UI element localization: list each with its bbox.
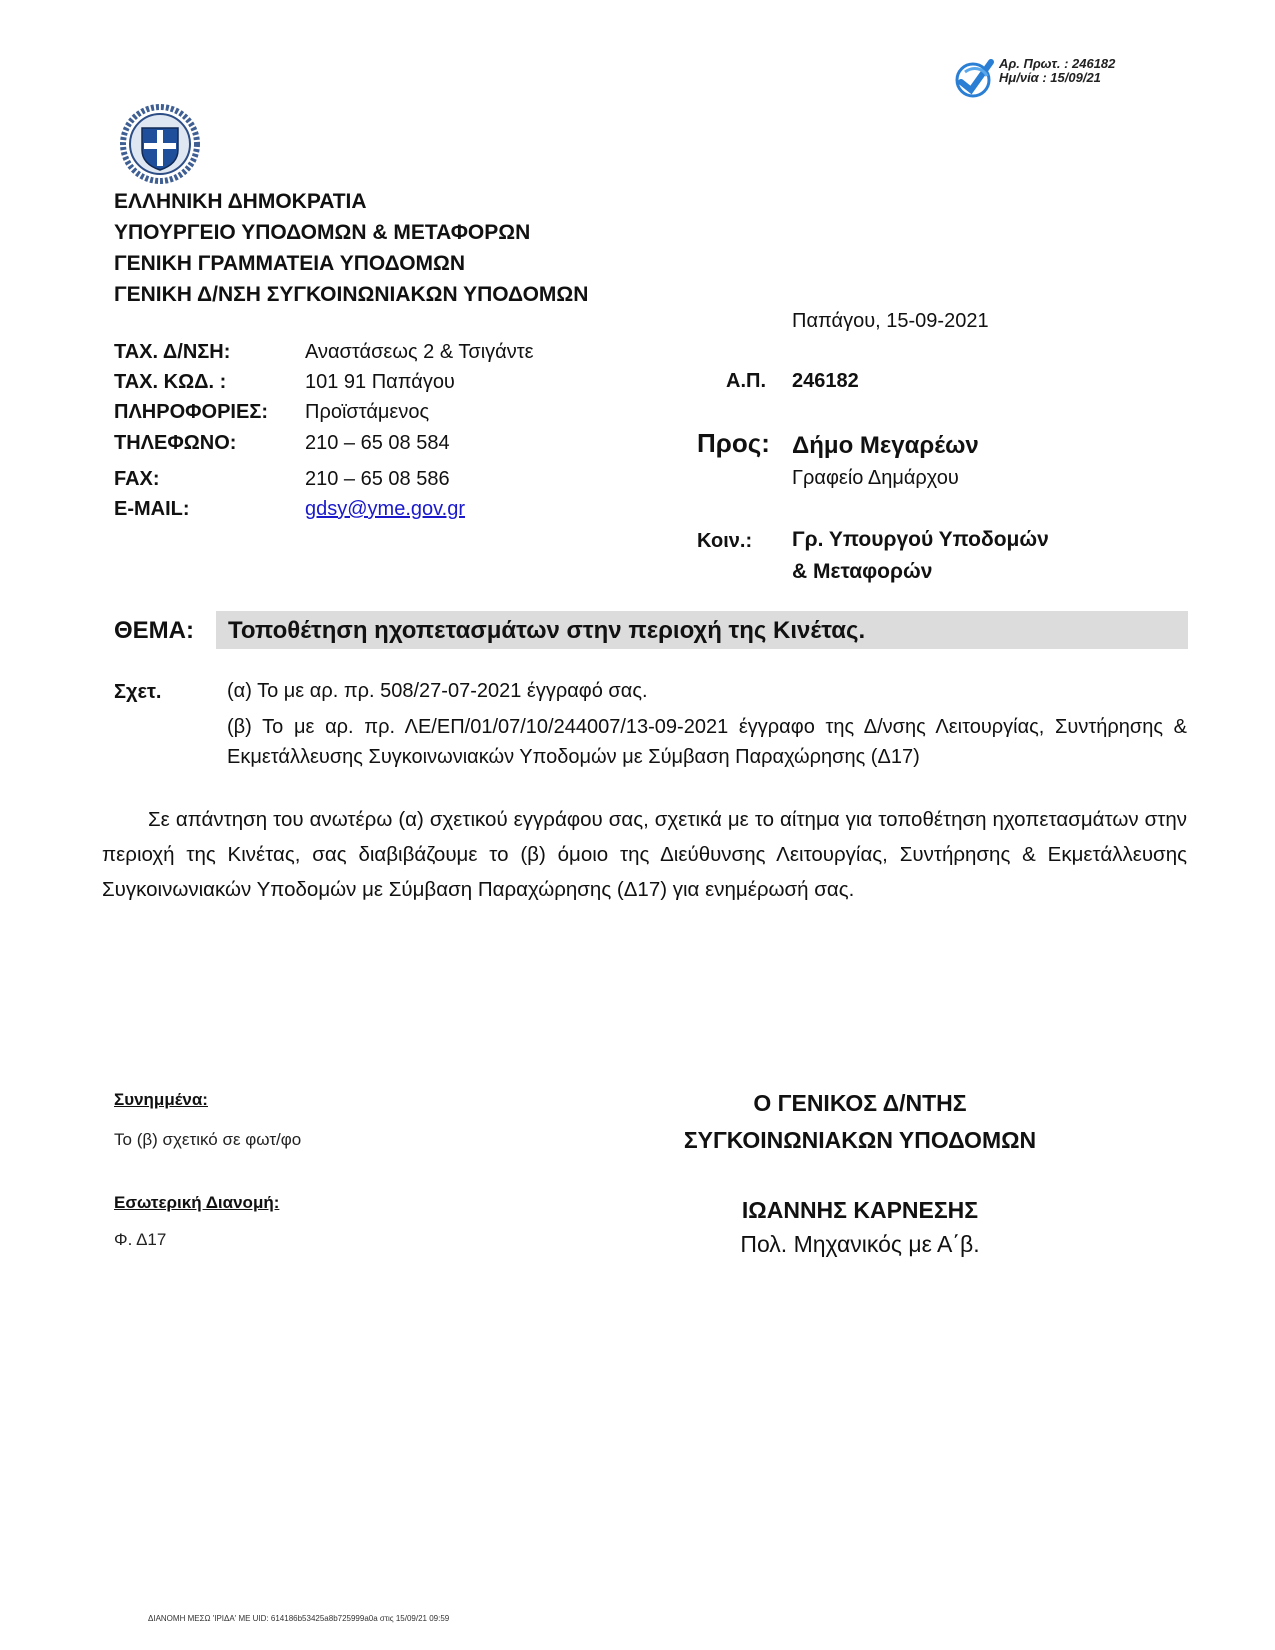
protocol-number: 246182 bbox=[792, 370, 859, 392]
signatory-title-line: Ο ΓΕΝΙΚΟΣ Δ/ΝΤΗΣ bbox=[753, 1090, 967, 1116]
recipient-office: Γραφείο Δημάρχου bbox=[792, 467, 959, 489]
signatory-role: Πολ. Μηχανικός με Α΄β. bbox=[740, 1231, 980, 1257]
address-label: ΤΑΧ. Δ/ΝΣΗ: bbox=[114, 341, 231, 363]
postcode-label: ΤΑΧ. ΚΩΔ. : bbox=[114, 371, 227, 393]
signatory-title bbox=[610, 1085, 1110, 1159]
stamp-protocol-number: Αρ. Πρωτ. : 246182 bbox=[999, 56, 1116, 71]
protocol-stamp bbox=[999, 57, 1115, 85]
cc-recipient bbox=[792, 524, 1049, 588]
signatory-name: ΙΩΑΝΝΗΣ ΚΑΡΝΕΣΗΣ bbox=[741, 1197, 979, 1223]
header-line: ΓΕΝΙΚΗ Δ/ΝΣΗ ΣΥΓΚΟΙΝΩΝΙΑΚΩΝ ΥΠΟΔΟΜΩΝ bbox=[114, 283, 589, 306]
internal-distribution-label: Εσωτερική Διανομή: bbox=[114, 1193, 280, 1212]
info-value: Προϊστάμενος bbox=[305, 401, 430, 423]
phone-value: 210 – 65 08 584 bbox=[305, 432, 450, 454]
recipient-label: Προς: bbox=[697, 428, 770, 458]
fax-value: 210 – 65 08 586 bbox=[305, 468, 450, 490]
email-label: E-MAIL: bbox=[114, 498, 190, 520]
info-label: ΠΛΗΡΟΦΟΡΙΕΣ: bbox=[114, 401, 268, 423]
cc-line: Γρ. Υπουργού Υποδομών bbox=[792, 528, 1049, 551]
document-date: Παπάγου, 15-09-2021 bbox=[792, 310, 989, 332]
internal-distribution-value: Φ. Δ17 bbox=[114, 1230, 167, 1249]
references-label: Σχετ. bbox=[114, 681, 162, 703]
iris-protocol-logo-icon bbox=[955, 56, 995, 100]
attachments-label: Συνημμένα: bbox=[114, 1090, 208, 1109]
phone-label: ΤΗΛΕΦΩΝΟ: bbox=[114, 432, 237, 454]
ministry-header bbox=[114, 186, 588, 310]
body-paragraph: Σε απάντηση του ανωτέρω (α) σχετικού εγγράφου σας, σχετικά με το αίτημα για τοποθέτηση ηχοπετασμάτων στην περιοχή της Κινέτας, σας διαβιβάζουμε το (β) όμοιο της Διεύθυνσης Λειτουργίας, Συντήρησης & Εκμετάλλευσης Συγκοινωνιακών Υποδομών με Σύμβαση Παραχώρησης (Δ17) για ενημέρωσή σας. bbox=[102, 808, 1187, 901]
cc-label: Κοιν.: bbox=[697, 530, 753, 552]
email-link[interactable]: gdsy@yme.gov.gr bbox=[305, 498, 465, 520]
header-line: ΓΕΝΙΚΗ ΓΡΑΜΜΑΤΕΙΑ ΥΠΟΔΟΜΩΝ bbox=[114, 252, 466, 275]
fax-label: FAX: bbox=[114, 468, 160, 490]
signatory-title-line: ΣΥΓΚΟΙΝΩΝΙΑΚΩΝ ΥΠΟΔΟΜΩΝ bbox=[683, 1127, 1037, 1153]
address-value: Αναστάσεως 2 & Τσιγάντε bbox=[305, 341, 534, 363]
protocol-number-label: Α.Π. bbox=[726, 370, 766, 392]
header-line: ΥΠΟΥΡΓΕΙΟ ΥΠΟΔΟΜΩΝ & ΜΕΤΑΦΟΡΩΝ bbox=[114, 221, 531, 244]
cc-line: & Μεταφορών bbox=[792, 560, 933, 583]
postcode-value: 101 91 Παπάγου bbox=[305, 371, 455, 393]
attachments-value: Το (β) σχετικό σε φωτ/φο bbox=[114, 1130, 302, 1149]
distribution-footer: ΔΙΑΝΟΜΗ ΜΕΣΩ 'ΙΡΙΔΑ' ΜΕ UID: 614186b53425a8b725999a0a στις 15/09/21 09:59 bbox=[148, 1614, 450, 1623]
reference-b: (β) Το με αρ. πρ. ΛΕ/ΕΠ/01/07/10/244007/13-09-2021 έγγραφο της Δ/νσης Λειτουργίας, Συντήρησης & Εκμετάλλευσης Συγκοινωνιακών Υποδομών με Σύμβαση Παραχώρησης (Δ17) bbox=[227, 716, 1187, 768]
subject-text: Τοποθέτηση ηχοπετασμάτων στην περιοχή της Κινέτας. bbox=[228, 617, 866, 644]
subject-label: ΘΕΜΑ: bbox=[114, 617, 194, 644]
coat-of-arms-icon bbox=[120, 104, 200, 184]
recipient-name: Δήμο Μεγαρέων bbox=[792, 432, 979, 459]
reference-a: (α) Το με αρ. πρ. 508/27-07-2021 έγγραφό σας. bbox=[227, 680, 648, 702]
stamp-date: Ημ/νία : 15/09/21 bbox=[999, 70, 1101, 85]
header-line: ΕΛΛΗΝΙΚΗ ΔΗΜΟΚΡΑΤΙΑ bbox=[114, 190, 367, 213]
